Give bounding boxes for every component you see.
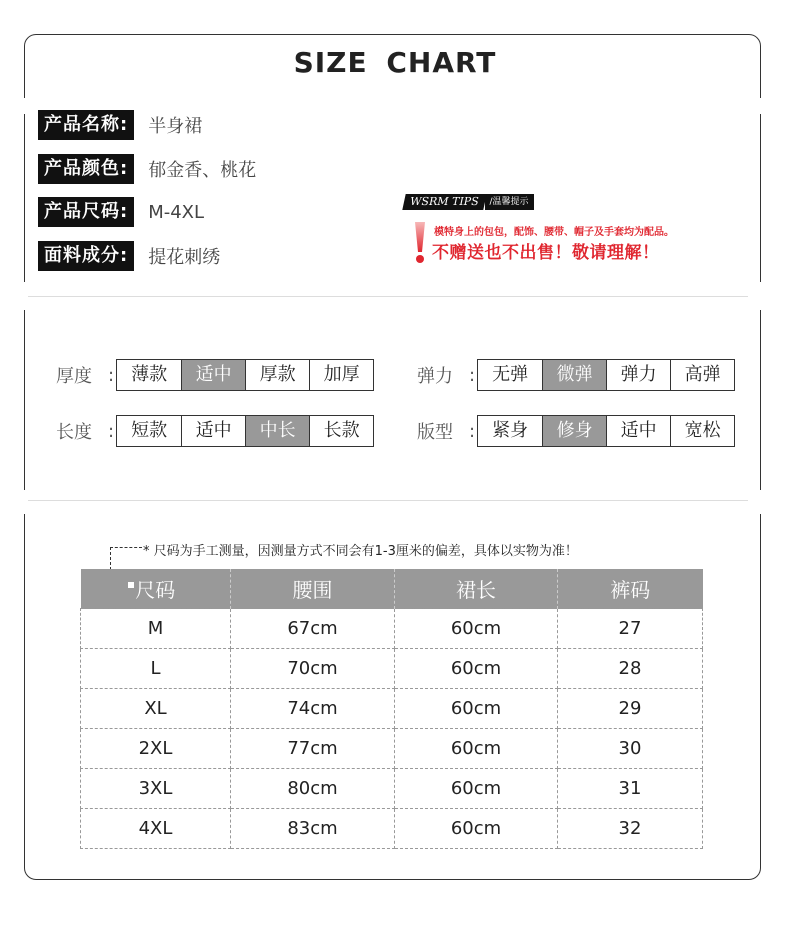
attr-option: 厚款 xyxy=(245,360,309,390)
attr-options xyxy=(477,415,735,447)
frame-gap-left-3 xyxy=(22,490,25,514)
attr-fit xyxy=(417,415,735,447)
frame-gap-left-1 xyxy=(22,98,25,114)
waist-cell: 74cm xyxy=(231,689,395,729)
size-table xyxy=(80,569,703,849)
attr-option: 短款 xyxy=(131,420,168,441)
attr-option: 弹力 xyxy=(606,360,670,390)
size-cell: XL xyxy=(81,689,231,729)
pants-size-cell: 28 xyxy=(558,649,703,689)
info-value: M-4XL xyxy=(148,201,205,223)
attr-option: 适中 xyxy=(181,416,245,446)
header-cell: 裤码 xyxy=(558,569,703,609)
pants-size-cell: 30 xyxy=(558,729,703,769)
attr-option: 高弹 xyxy=(670,360,734,390)
info-value: 郁金香、桃花 xyxy=(148,160,257,181)
info-row-color xyxy=(38,154,256,184)
attr-label: 弹力 xyxy=(417,366,453,387)
tips-warning: 不赠送也不出售！敬请理解！ xyxy=(432,243,660,263)
length-cell: 60cm xyxy=(395,769,558,809)
frame-gap-left-2 xyxy=(22,282,25,310)
section-divider-2 xyxy=(28,500,748,501)
size-table-header xyxy=(81,569,703,609)
tips-header xyxy=(404,194,534,210)
attr-option: 修身 xyxy=(542,416,606,446)
info-row-fabric xyxy=(38,241,220,271)
table-row xyxy=(81,689,703,729)
size-note: * 尺码为手工测量，因测量方式不同会有1-3厘米的偏差，具体以实物为准！ xyxy=(143,544,578,559)
pants-size-cell: 31 xyxy=(558,769,703,809)
table-row xyxy=(81,769,703,809)
attr-length xyxy=(56,415,374,447)
frame-gap-right-1 xyxy=(759,98,762,114)
length-cell: 60cm xyxy=(395,689,558,729)
note-leader-dot xyxy=(128,582,134,588)
note-leader-line xyxy=(110,547,142,548)
attr-colon: : xyxy=(108,364,115,386)
length-cell: 60cm xyxy=(395,729,558,769)
attr-option: 加厚 xyxy=(309,360,373,390)
length-cell: 60cm xyxy=(395,809,558,849)
attr-option: 紧身 xyxy=(492,420,529,441)
size-cell: 3XL xyxy=(81,769,231,809)
header-cell: 尺码 xyxy=(81,569,231,609)
info-row-size xyxy=(38,197,204,227)
attr-elasticity xyxy=(417,359,735,391)
info-label: 面料成分: xyxy=(38,241,134,271)
info-label: 产品颜色: xyxy=(38,154,134,184)
tips-subtitle: /温馨提示 xyxy=(485,194,534,210)
length-cell: 60cm xyxy=(395,649,558,689)
info-label: 产品尺码: xyxy=(38,197,134,227)
size-cell: M xyxy=(81,609,231,649)
header-cell: 裙长 xyxy=(395,569,558,609)
attr-option: 宽松 xyxy=(670,416,734,446)
waist-cell: 77cm xyxy=(231,729,395,769)
attr-colon: : xyxy=(469,420,476,442)
attr-colon: : xyxy=(469,364,476,386)
info-value: 半身裙 xyxy=(148,116,203,137)
attr-option: 适中 xyxy=(606,416,670,446)
header-cell: 腰围 xyxy=(231,569,395,609)
attr-option: 薄款 xyxy=(131,364,168,385)
frame-gap-right-2 xyxy=(759,282,762,310)
pants-size-cell: 27 xyxy=(558,609,703,649)
tips-note: 模特身上的包包，配饰、腰带、帽子及手套均为配品。 xyxy=(434,227,674,238)
attr-option: 微弹 xyxy=(542,360,606,390)
size-cell: L xyxy=(81,649,231,689)
attr-label: 版型 xyxy=(417,422,453,443)
attr-options xyxy=(477,359,735,391)
tips-title: WSRM TIPS xyxy=(402,194,486,210)
table-row xyxy=(81,649,703,689)
pants-size-cell: 29 xyxy=(558,689,703,729)
attr-option: 适中 xyxy=(181,360,245,390)
attr-label: 厚度 xyxy=(56,366,92,387)
pants-size-cell: 32 xyxy=(558,809,703,849)
exclamation-icon xyxy=(408,220,430,266)
info-value: 提花刺绣 xyxy=(148,247,221,268)
waist-cell: 83cm xyxy=(231,809,395,849)
size-cell: 4XL xyxy=(81,809,231,849)
length-cell: 60cm xyxy=(395,609,558,649)
attr-option: 中长 xyxy=(245,416,309,446)
page-title: SIZE CHART xyxy=(293,46,497,79)
info-label: 产品名称: xyxy=(38,110,134,140)
waist-cell: 70cm xyxy=(231,649,395,689)
section-divider-1 xyxy=(28,296,748,297)
frame-gap-right-3 xyxy=(759,490,762,514)
attr-option: 无弹 xyxy=(492,364,529,385)
table-row xyxy=(81,729,703,769)
table-row xyxy=(81,609,703,649)
table-row xyxy=(81,809,703,849)
waist-cell: 80cm xyxy=(231,769,395,809)
attr-option: 长款 xyxy=(309,416,373,446)
attr-options xyxy=(116,359,374,391)
info-row-name xyxy=(38,110,202,140)
waist-cell: 67cm xyxy=(231,609,395,649)
attr-label: 长度 xyxy=(56,422,92,443)
attr-colon: : xyxy=(108,420,115,442)
size-cell: 2XL xyxy=(81,729,231,769)
attr-thickness xyxy=(56,359,374,391)
attr-options xyxy=(116,415,374,447)
